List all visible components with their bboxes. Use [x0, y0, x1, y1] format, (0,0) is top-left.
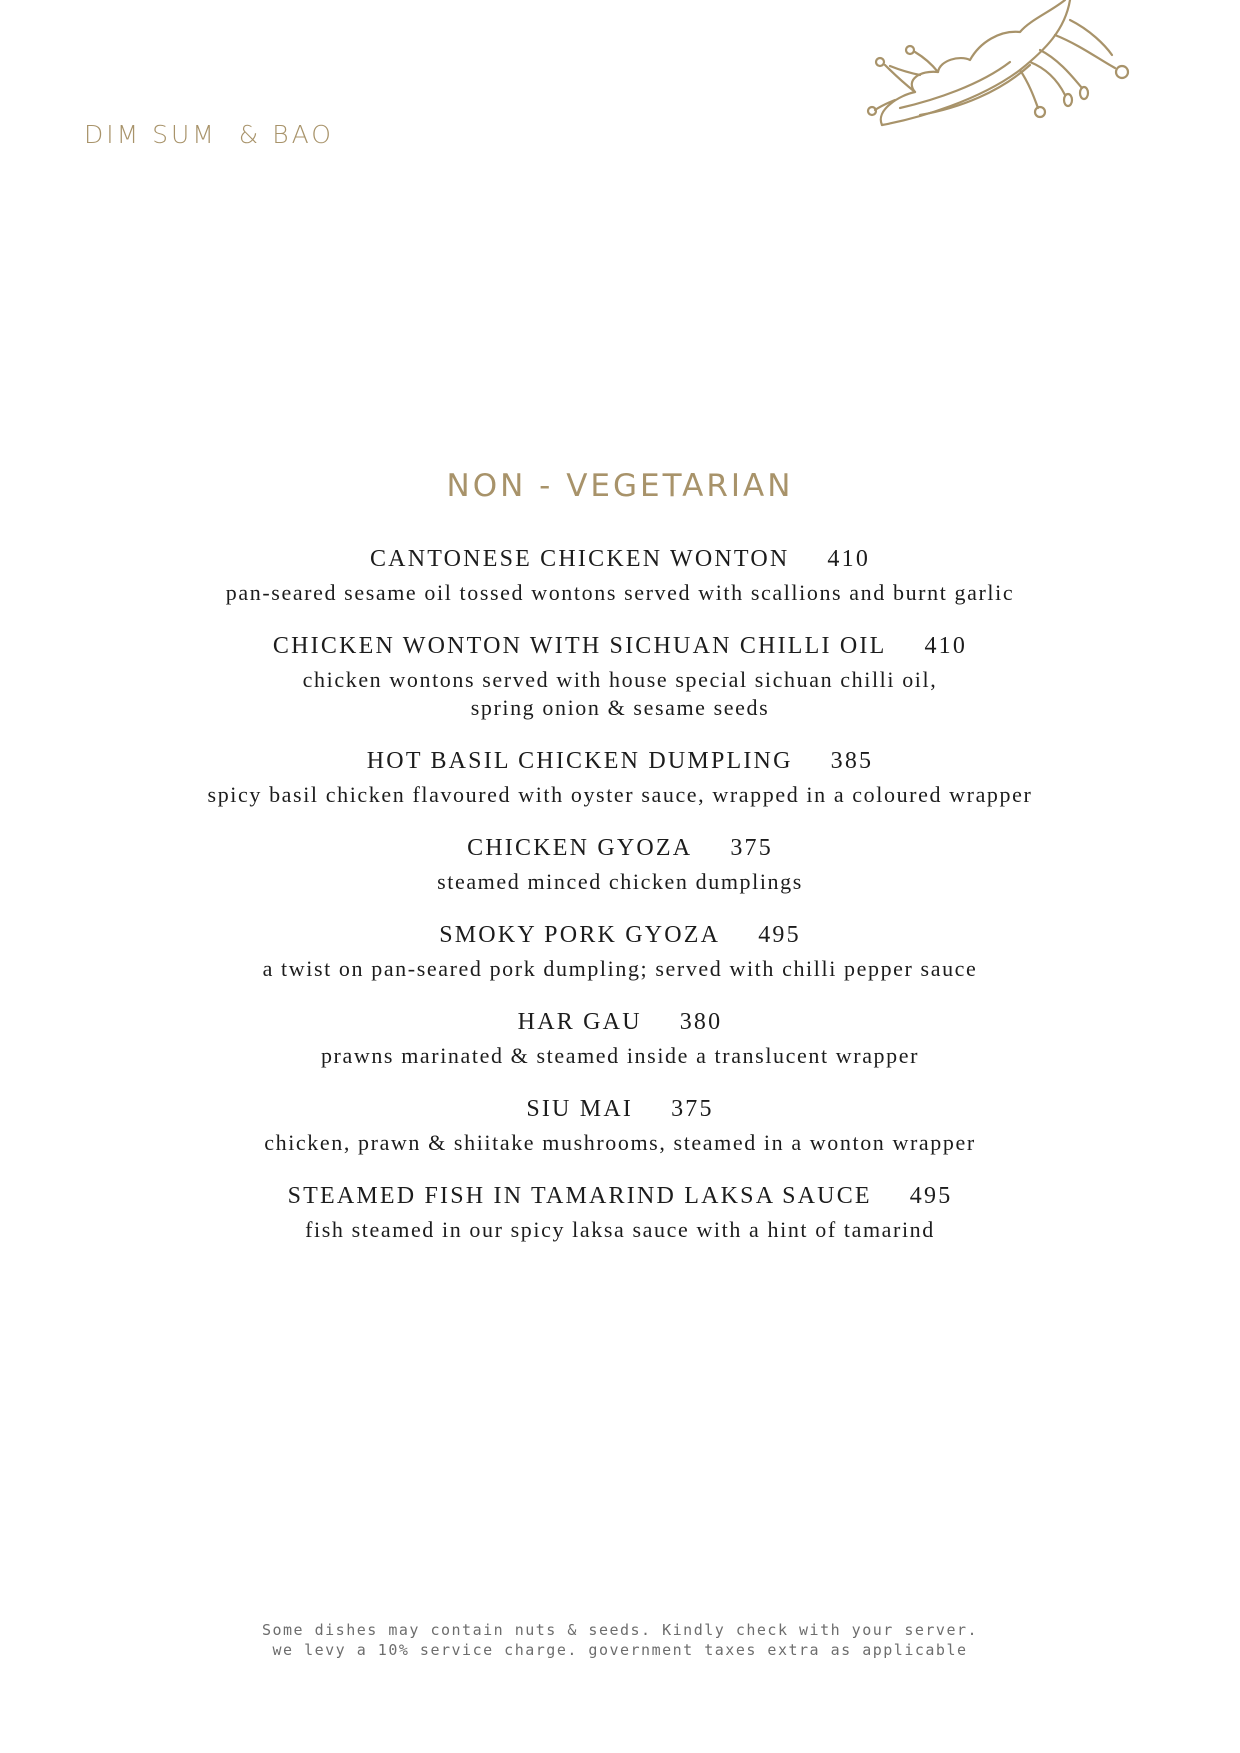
item-description: chicken wontons served with house special sichuan chilli oil, — [302, 667, 938, 692]
section-title: NON - VEGETARIAN — [446, 468, 794, 504]
item-price: 385 — [830, 748, 874, 774]
item-price: 375 — [730, 835, 773, 861]
brand-title: DIM SUM & BAO — [84, 120, 334, 149]
menu-item — [0, 832, 1240, 896]
item-name: CHICKEN GYOZA — [467, 835, 693, 861]
menu-item — [0, 1093, 1240, 1157]
item-name: SMOKY PORK GYOZA — [439, 922, 721, 948]
menu-item — [0, 745, 1240, 809]
item-name: SIU MAI — [526, 1096, 634, 1122]
item-description: a twist on pan-seared pork dumpling; served with chilli pepper sauce — [262, 956, 978, 981]
item-price: 495 — [909, 1183, 953, 1209]
item-name: HAR GAU — [517, 1009, 642, 1035]
item-description: spicy basil chicken flavoured with oyster sauce, wrapped in a coloured wrapper — [207, 782, 1033, 807]
item-price: 410 — [924, 633, 968, 659]
service-charge-note: we levy a 10% service charge. government taxes extra as applicable — [272, 1641, 968, 1659]
allergen-note: Some dishes may contain nuts & seeds. Kindly check with your server. — [261, 1621, 979, 1639]
menu-item — [0, 543, 1240, 607]
item-description: spring onion & sesame seeds — [470, 695, 770, 720]
item-price: 380 — [679, 1009, 723, 1035]
item-price: 375 — [671, 1096, 714, 1122]
item-name: HOT BASIL CHICKEN DUMPLING — [366, 748, 793, 774]
menu-item — [0, 630, 1240, 722]
item-name: CHICKEN WONTON WITH SICHUAN CHILLI OIL — [272, 633, 887, 659]
item-price: 495 — [758, 922, 801, 948]
leaf-branch-icon — [860, 0, 1140, 150]
menu-item — [0, 919, 1240, 983]
item-description: steamed minced chicken dumplings — [437, 869, 803, 894]
item-description: pan-seared sesame oil tossed wontons served with scallions and burnt garlic — [225, 580, 1015, 605]
footer-note — [0, 1620, 1240, 1660]
item-name: STEAMED FISH IN TAMARIND LAKSA SAUCE — [287, 1183, 872, 1209]
item-description: prawns marinated & steamed inside a translucent wrapper — [320, 1043, 920, 1068]
item-price: 410 — [827, 546, 871, 572]
item-name: CANTONESE CHICKEN WONTON — [369, 546, 790, 572]
menu-item — [0, 1006, 1240, 1070]
menu-list — [0, 543, 1240, 1267]
item-description: chicken, prawn & shiitake mushrooms, steamed in a wonton wrapper — [264, 1130, 976, 1155]
menu-item — [0, 1180, 1240, 1244]
item-description: fish steamed in our spicy laksa sauce with a hint of tamarind — [305, 1217, 935, 1242]
